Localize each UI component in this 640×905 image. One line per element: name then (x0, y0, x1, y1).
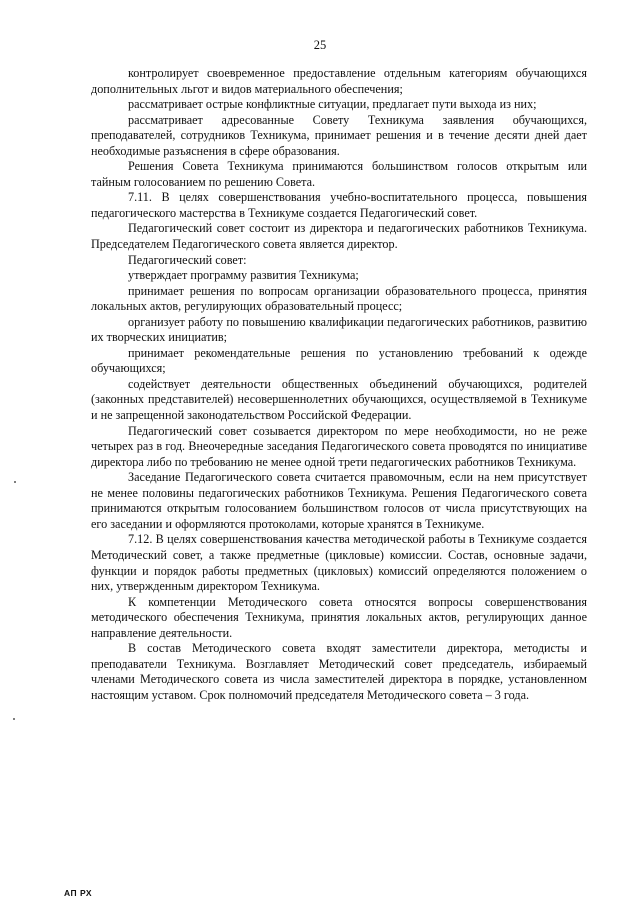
paragraph: утверждает программу развития Техникума; (128, 268, 359, 283)
paragraph: Педагогический совет: (128, 252, 247, 267)
paragraph: содействует деятельности общественных объединений обучающихся, родителей (законных представителей) несовершеннолетних обучающихся, осуществляемой в Техникуме и не запрещенной законодательством Российской Федерации. (91, 376, 587, 423)
paragraph: 7.11. В целях совершенствования учебно-воспитательного процесса, повышения педагогического мастерства в Техникуме создается Педагогический совет. (91, 190, 587, 220)
paragraph: Решения Совета Техникума принимаются большинством голосов открытым или тайным голосованием по решению Совета. (91, 159, 587, 189)
document-body (91, 66, 587, 703)
paragraph: К компетенции Методического совета относятся вопросы совершенствования методического обеспечения Техникума, принятия локальных актов, регулирующих данное направление деятельности. (91, 594, 587, 640)
paragraph: организует работу по повышению квалификации педагогических работников, развитию их творческих инициатив; (91, 314, 587, 345)
paragraph: рассматривает адресованные Совету Техникума заявления обучающихся, преподавателей, сотрудников Техникума, принимает решения и в течение десяти дней дает необходимые разъяснения в сфере образования. (91, 112, 587, 158)
scan-artifact-dot (14, 481, 16, 483)
paragraph: принимает рекомендательные решения по установлению требований к одежде обучающихся; (91, 345, 587, 376)
footer-mark: АП РХ (64, 888, 93, 898)
paragraph: 7.12. В целях совершенствования качества методической работы в Техникуме создается Методический совет, а также предметные (цикловые) комиссии. Состав, основные задачи, функции и порядок работы предметных (цикловых) комиссий определяются положением о них, утвержденным директором Техникума. (91, 532, 587, 594)
paragraph: Педагогический совет состоит из директора и педагогических работников Техникума. Председателем Педагогического совета является директор. (91, 221, 587, 252)
paragraph: Заседание Педагогического совета считается правомочным, если на нем присутствует не менее половины педагогических работников Техникума. Решения Педагогического совета принимаются открытым голосованием большинством голосов от числа присутствующих на его заседании и оформляются протоколами, которые хранятся в Техникуме. (91, 470, 587, 531)
paragraph: принимает решения по вопросам организации образовательного процесса, принятия локальных актов, регулирующих образовательный процесс; (91, 283, 587, 314)
paragraph: рассматривает острые конфликтные ситуации, предлагает пути выхода из них; (128, 97, 537, 112)
page-number: 25 (313, 38, 327, 52)
paragraph: контролирует своевременное предоставление отдельным категориям обучающихся дополнительных льгот и видов материального обеспечения; (91, 66, 587, 96)
paragraph: В состав Методического совета входят заместители директора, методисты и преподаватели Техникума. Возглавляет Методический совет председатель, избираемый членами Методического совета из числа заместителей директора в порядке, установленном настоящим уставом. Срок полномочий председателя Методического совета – 3 года. (91, 641, 587, 702)
scan-artifact-dot (13, 718, 15, 720)
paragraph: Педагогический совет созывается директором по мере необходимости, но не реже четырех раз в год. Внеочередные заседания Педагогического совета проводятся по инициативе директора либо по требованию не менее одной трети педагогических работников Техникума. (91, 423, 587, 469)
